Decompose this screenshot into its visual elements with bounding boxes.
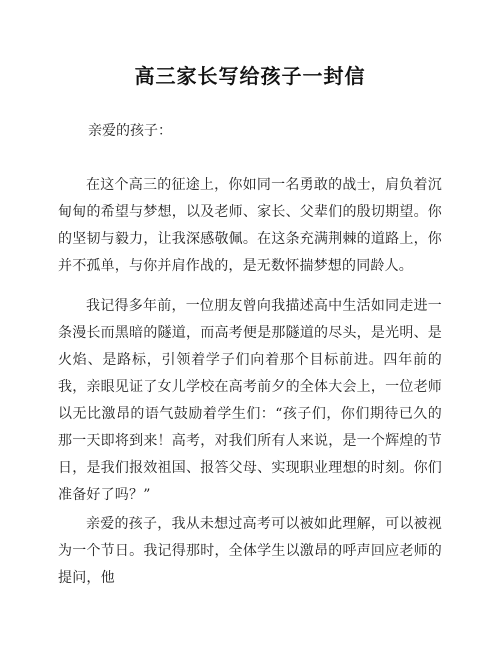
paragraph-2: 我记得多年前，一位朋友曾向我描述高中生活如同走进一条漫长而黑暗的隧道，而高考便是那隧道的尽头，是光明、是火焰、是路标，引领着学子们向着那个目标前进。四年前的我，亲眼见证了女儿学校在高考前夕的全体大会上，一位老师以无比激昂的语气鼓励着学生们：“孩子们，你们期待已久的那一天即将到来！高考，对我们所有人来说，是一个辉煌的节日，是我们报效祖国、报答父母、实现职业理想的时刻。你们准备好了吗？”: [58, 298, 442, 503]
document-title: 高三家长写给孩子一封信: [134, 64, 366, 88]
salutation: 亲爱的孩子：: [88, 123, 172, 139]
paragraph-3: 亲爱的孩子，我从未想过高考可以被如此理解，可以被视为一个节日。我记得那时，全体学生以激昂的呼声回应老师的提问，他: [58, 516, 442, 586]
paragraph-1: 在这个高三的征途上，你如同一名勇敢的战士，肩负着沉甸甸的希望与梦想，以及老师、家长、父辈们的殷切期望。你的坚韧与毅力，让我深感敬佩。在这条充满荆棘的道路上，你并不孤单，与你并肩作战的，是无数怀揣梦想的同龄人。: [58, 177, 442, 274]
